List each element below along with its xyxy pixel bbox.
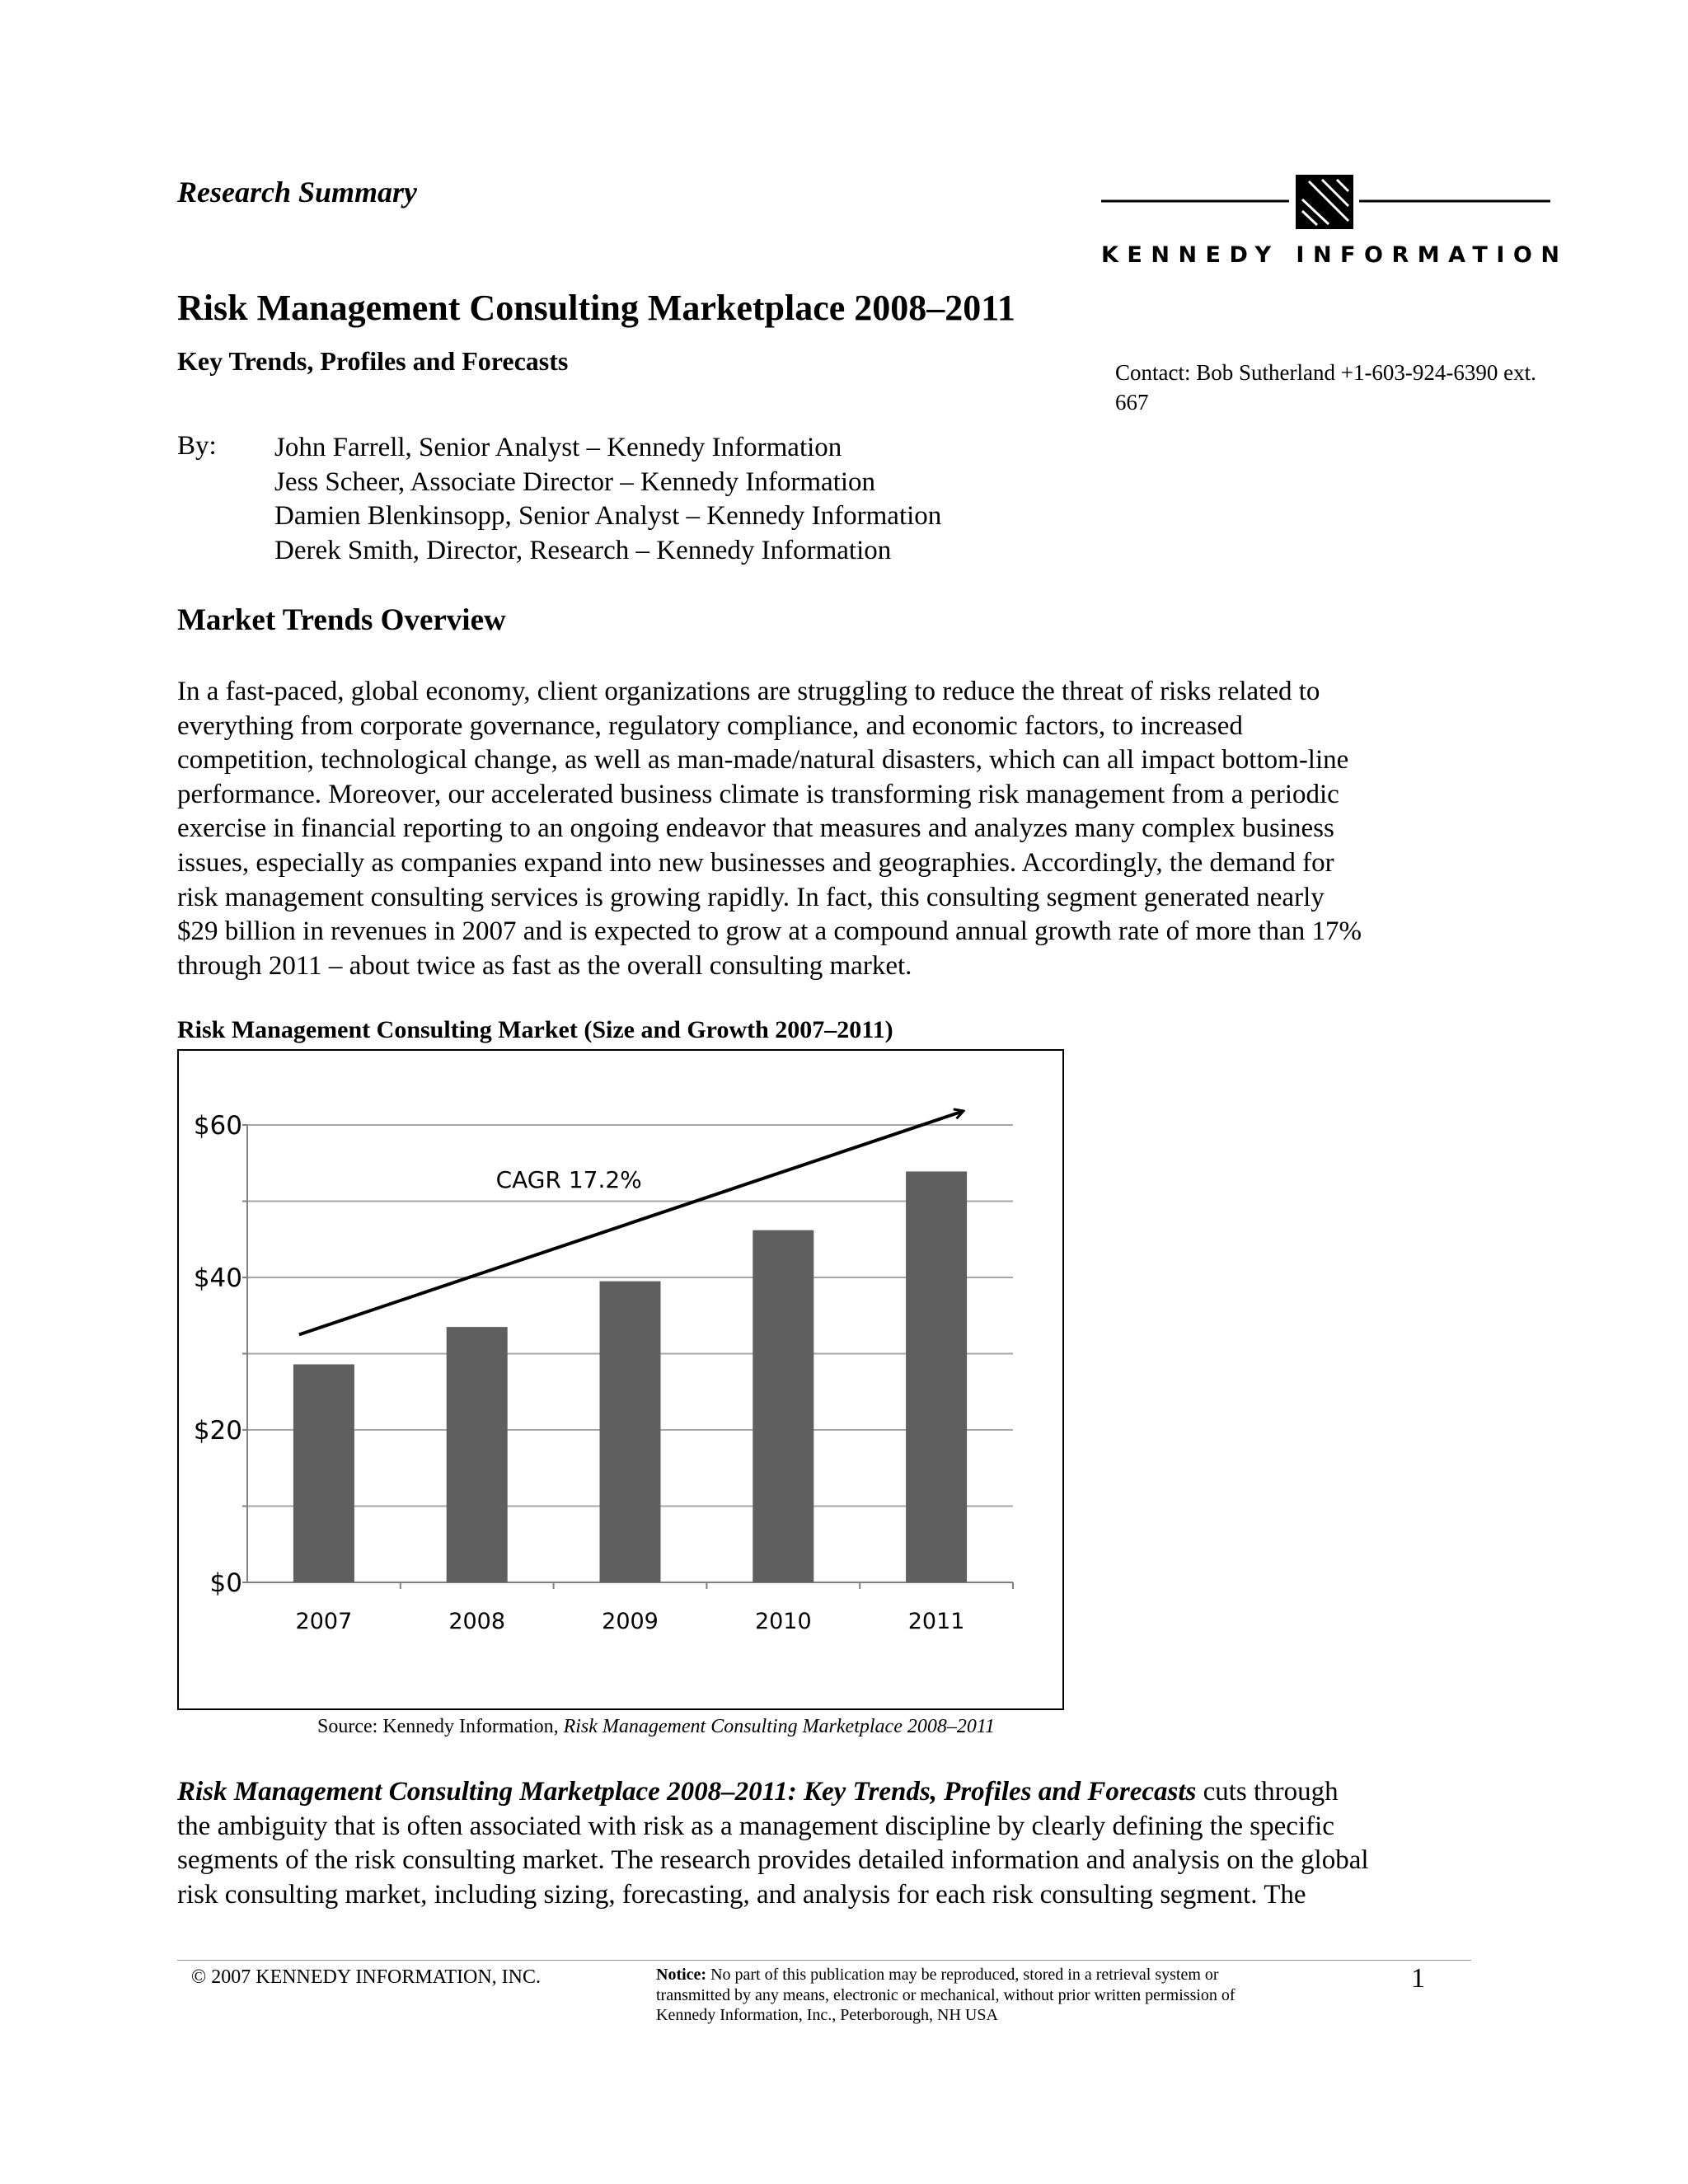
x-tick-label: 2010 [754,1609,812,1634]
page-number: 1 [1411,1963,1425,1994]
logo-emblem-icon [1101,175,1550,241]
document-kicker: Research Summary [177,176,418,209]
y-tick-label: $20 [193,1416,242,1446]
bar [447,1327,508,1582]
paragraph-line: risk management consulting services is growing rapidly. In fact, this consulting segment generated nearly [177,882,1325,912]
x-tick-label: 2008 [448,1609,506,1634]
bar [293,1364,354,1582]
paragraph-line: In a fast-paced, global economy, client organizations are struggling to reduce the threat of risks related to [177,677,1320,706]
paragraph-line: risk consulting market, including sizing, forecasting, and analysis for each risk consulting segment. The [177,1879,1306,1910]
figure-title: Risk Management Consulting Market (Size and Growth 2007–2011) [177,1016,893,1043]
source-title: Risk Management Consulting Marketplace 2008–2011 [563,1716,996,1737]
paragraph-line: the ambiguity that is often associated with risk as a management discipline by clearly defining the specific [177,1811,1334,1841]
report-subtitle: Key Trends, Profiles and Forecasts [177,346,569,376]
brand-wordmark: KENNEDY INFORMATION [1101,242,1568,268]
section-heading: Market Trends Overview [177,603,506,637]
author-line: John Farrell, Senior Analyst – Kennedy Information [274,433,842,462]
x-tick-label: 2011 [907,1609,965,1634]
bar-chart [179,1051,1062,1708]
x-tick-label: 2009 [602,1609,659,1634]
summary-paragraph [177,1775,1512,1912]
figure-source [317,1716,995,1738]
chart-frame [177,1049,1064,1710]
contact-info: Contact: Bob Sutherland +1-603-924-6390 ext. 667 [1115,360,1536,415]
y-tick-label: $0 [209,1568,242,1598]
bar [600,1282,661,1582]
paragraph-line: competition, technological change, as well as man-made/natural disasters, which can all impact bottom-line [177,745,1349,776]
bar [753,1230,814,1582]
paragraph-line: through 2011 – about twice as fast as the overall consulting market. [177,950,912,981]
x-tick-label: 2007 [295,1609,353,1634]
author-line: Derek Smith, Director, Research – Kennedy Information [274,535,892,565]
y-tick-label: $40 [193,1263,242,1293]
report-title: Risk Management Consulting Marketplace 2008–2011 [177,288,1015,328]
y-tick-label: $60 [193,1111,242,1141]
paragraph-line: issues, especially as companies expand into new businesses and geographies. Accordingly, the demand for [177,847,1334,878]
paragraph-line: performance. Moreover, our accelerated business climate is transforming risk management from a periodic [177,779,1339,809]
bar [906,1171,967,1582]
by-label: By: [177,431,217,461]
paragraph-line: segments of the risk consulting market. The research provides detailed information and analysis on the global [177,1845,1369,1876]
source-prefix: Source: Kennedy Information, [317,1716,564,1737]
kennedy-information-logo [1101,175,1568,272]
cagr-annotation: CAGR 17.2% [495,1165,642,1193]
overview-paragraph [177,675,1512,983]
paragraph-line: everything from corporate governance, regulatory compliance, and economic factors, to increased [177,710,1243,741]
author-line: Damien Blenkinsopp, Senior Analyst – Kennedy Information [274,501,942,531]
notice-label: Notice: [656,1966,707,1984]
copyright-notice: © 2007 KENNEDY INFORMATION, INC. [191,1966,541,1988]
author-list [274,431,941,568]
paragraph-line: exercise in financial reporting to an ongoing endeavor that measures and analyzes many complex business [177,813,1334,844]
paragraph-line: Risk Management Consulting Marketplace 2008–2011: Key Trends, Profiles and Forecasts cuts through [177,1777,1339,1807]
footer-divider [177,1960,1471,1961]
paragraph-line: $29 billion in revenues in 2007 and is expected to grow at a compound annual growth rate of more than 17% [177,916,1362,947]
author-line: Jess Scheer, Associate Director – Kennedy Information [274,466,876,497]
legal-notice: Notice: No part of this publication may be reproduced, stored in a retrieval system or transmitted by any means, electronic or mechanical, without prior written permission of Kennedy Information, Inc., Peterborough, NH USA [656,1966,1236,2024]
report-name-emphasis: Risk Management Consulting Marketplace 2008–2011: Key Trends, Profiles and Forecasts [177,1777,1197,1807]
